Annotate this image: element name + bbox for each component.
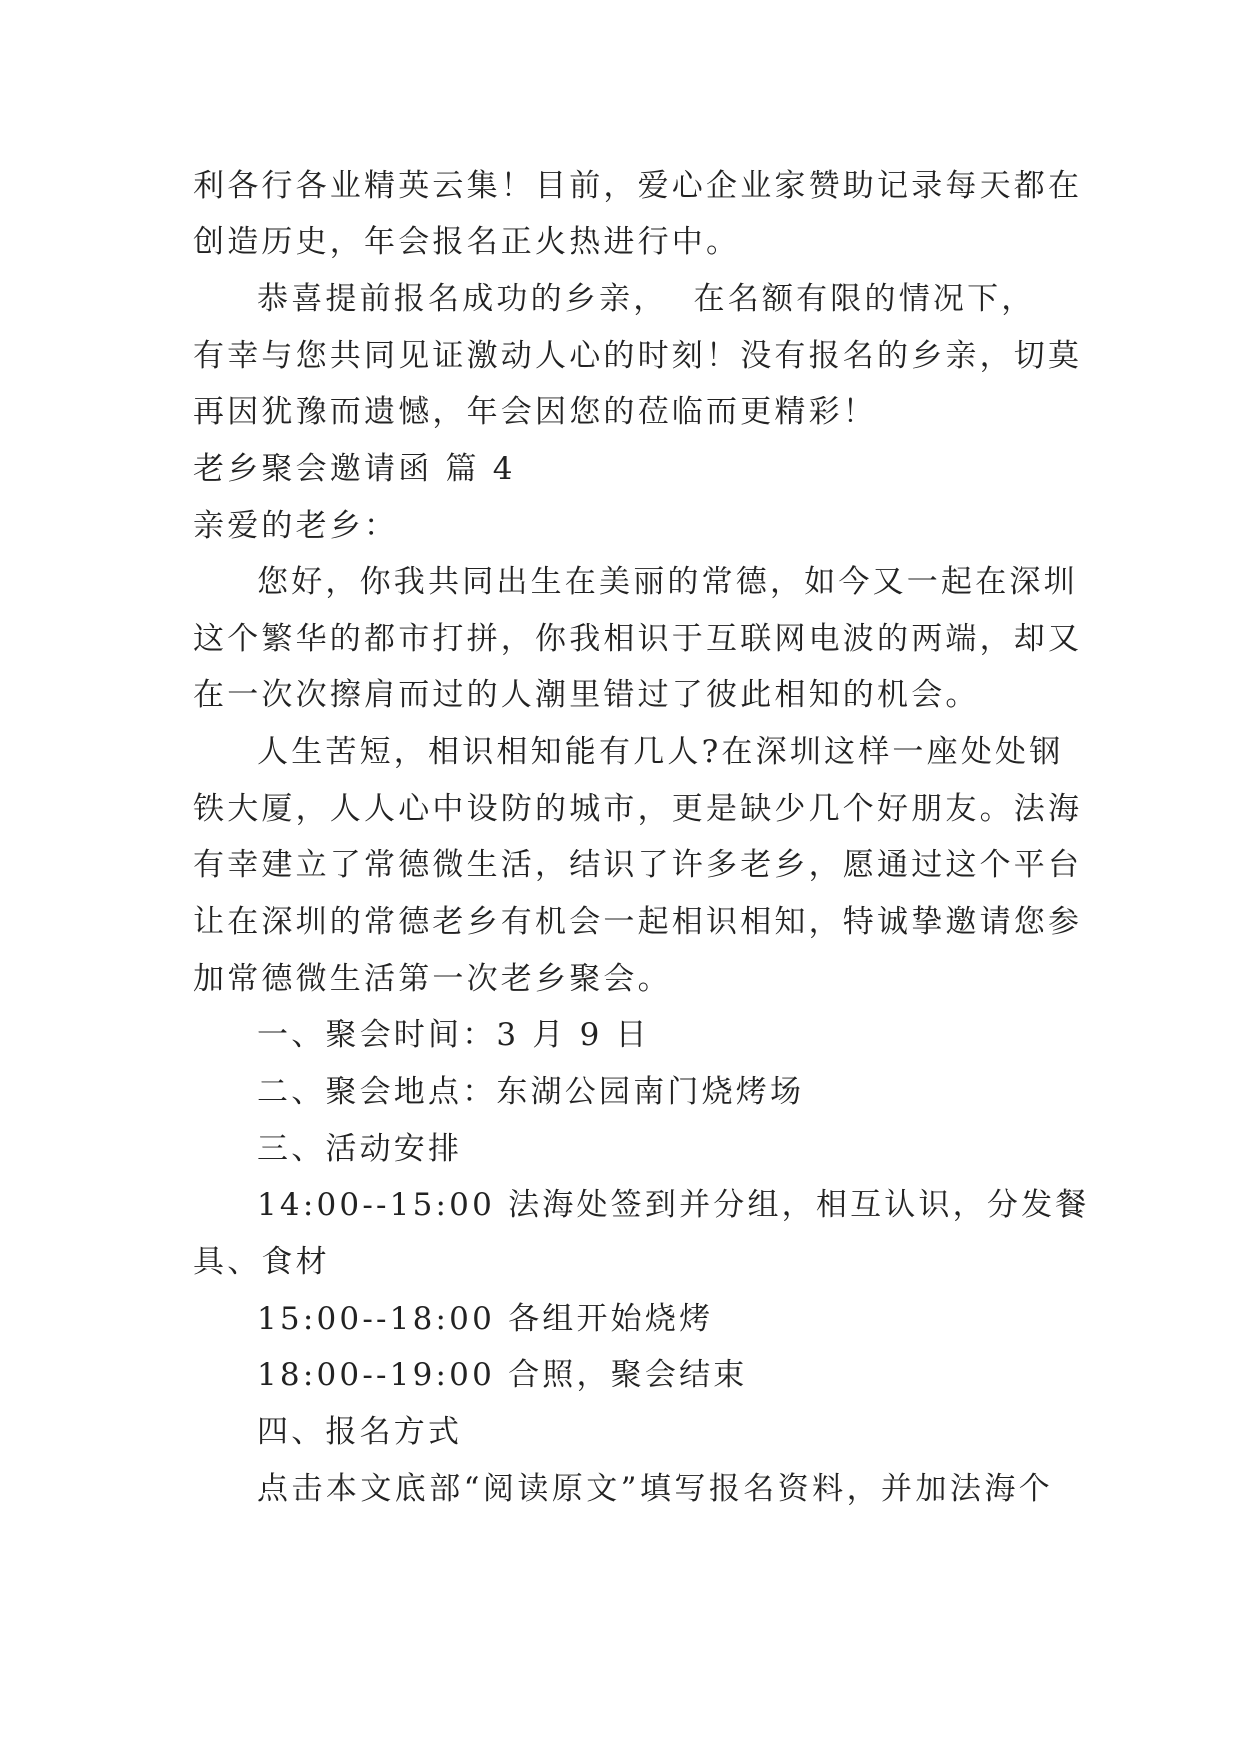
schedule-line: 具、食材 bbox=[193, 1244, 330, 1280]
list-item: 四、报名方式 bbox=[257, 1414, 463, 1450]
schedule-line: 14:00--15:00 法海处签到并分组，相互认识，分发餐 bbox=[257, 1187, 1090, 1223]
salutation: 亲爱的老乡： bbox=[193, 508, 399, 544]
paragraph-line: 您好，你我共同出生在美丽的常德，如今又一起在深圳 bbox=[257, 564, 1078, 600]
paragraph-line: 再因犹豫而遗憾，年会因您的莅临而更精彩！ bbox=[193, 394, 877, 430]
paragraph-line: 在一次次擦肩而过的人潮里错过了彼此相知的机会。 bbox=[193, 677, 980, 713]
paragraph-line: 铁大厦，人人心中设防的城市，更是缺少几个好朋友。法海 bbox=[193, 791, 1083, 827]
schedule-line: 15:00--18:00 各组开始烧烤 bbox=[257, 1301, 714, 1337]
paragraph-line: 有幸与您共同见证激动人心的时刻！没有报名的乡亲，切莫 bbox=[193, 338, 1083, 374]
paragraph-line: 创造历史，年会报名正火热进行中。 bbox=[193, 224, 741, 260]
paragraph-line: 利各行各业精英云集！目前，爱心企业家赞助记录每天都在 bbox=[193, 168, 1083, 204]
paragraph-line: 这个繁华的都市打拼，你我相识于互联网电波的两端，却又 bbox=[193, 621, 1083, 657]
paragraph-line: 人生苦短，相识相知能有几人?在深圳这样一座处处钢 bbox=[257, 734, 1064, 770]
paragraph-line: 恭喜提前报名成功的乡亲， 在名额有限的情况下， bbox=[257, 281, 1036, 317]
paragraph-line: 让在深圳的常德老乡有机会一起相识相知，特诚挚邀请您参 bbox=[193, 904, 1083, 940]
list-item: 三、活动安排 bbox=[257, 1131, 463, 1167]
list-item: 一、聚会时间：3 月 9 日 bbox=[257, 1017, 650, 1053]
paragraph-line: 有幸建立了常德微生活，结识了许多老乡，愿通过这个平台 bbox=[193, 847, 1083, 883]
schedule-line: 18:00--19:00 合照，聚会结束 bbox=[257, 1357, 748, 1393]
section-heading: 老乡聚会邀请函 篇 4 bbox=[193, 451, 516, 487]
list-item: 二、聚会地点：东湖公园南门烧烤场 bbox=[257, 1074, 805, 1110]
paragraph-line: 加常德微生活第一次老乡聚会。 bbox=[193, 961, 672, 997]
paragraph-line: 点击本文底部“阅读原文”填写报名资料，并加法海个 bbox=[257, 1471, 1053, 1507]
